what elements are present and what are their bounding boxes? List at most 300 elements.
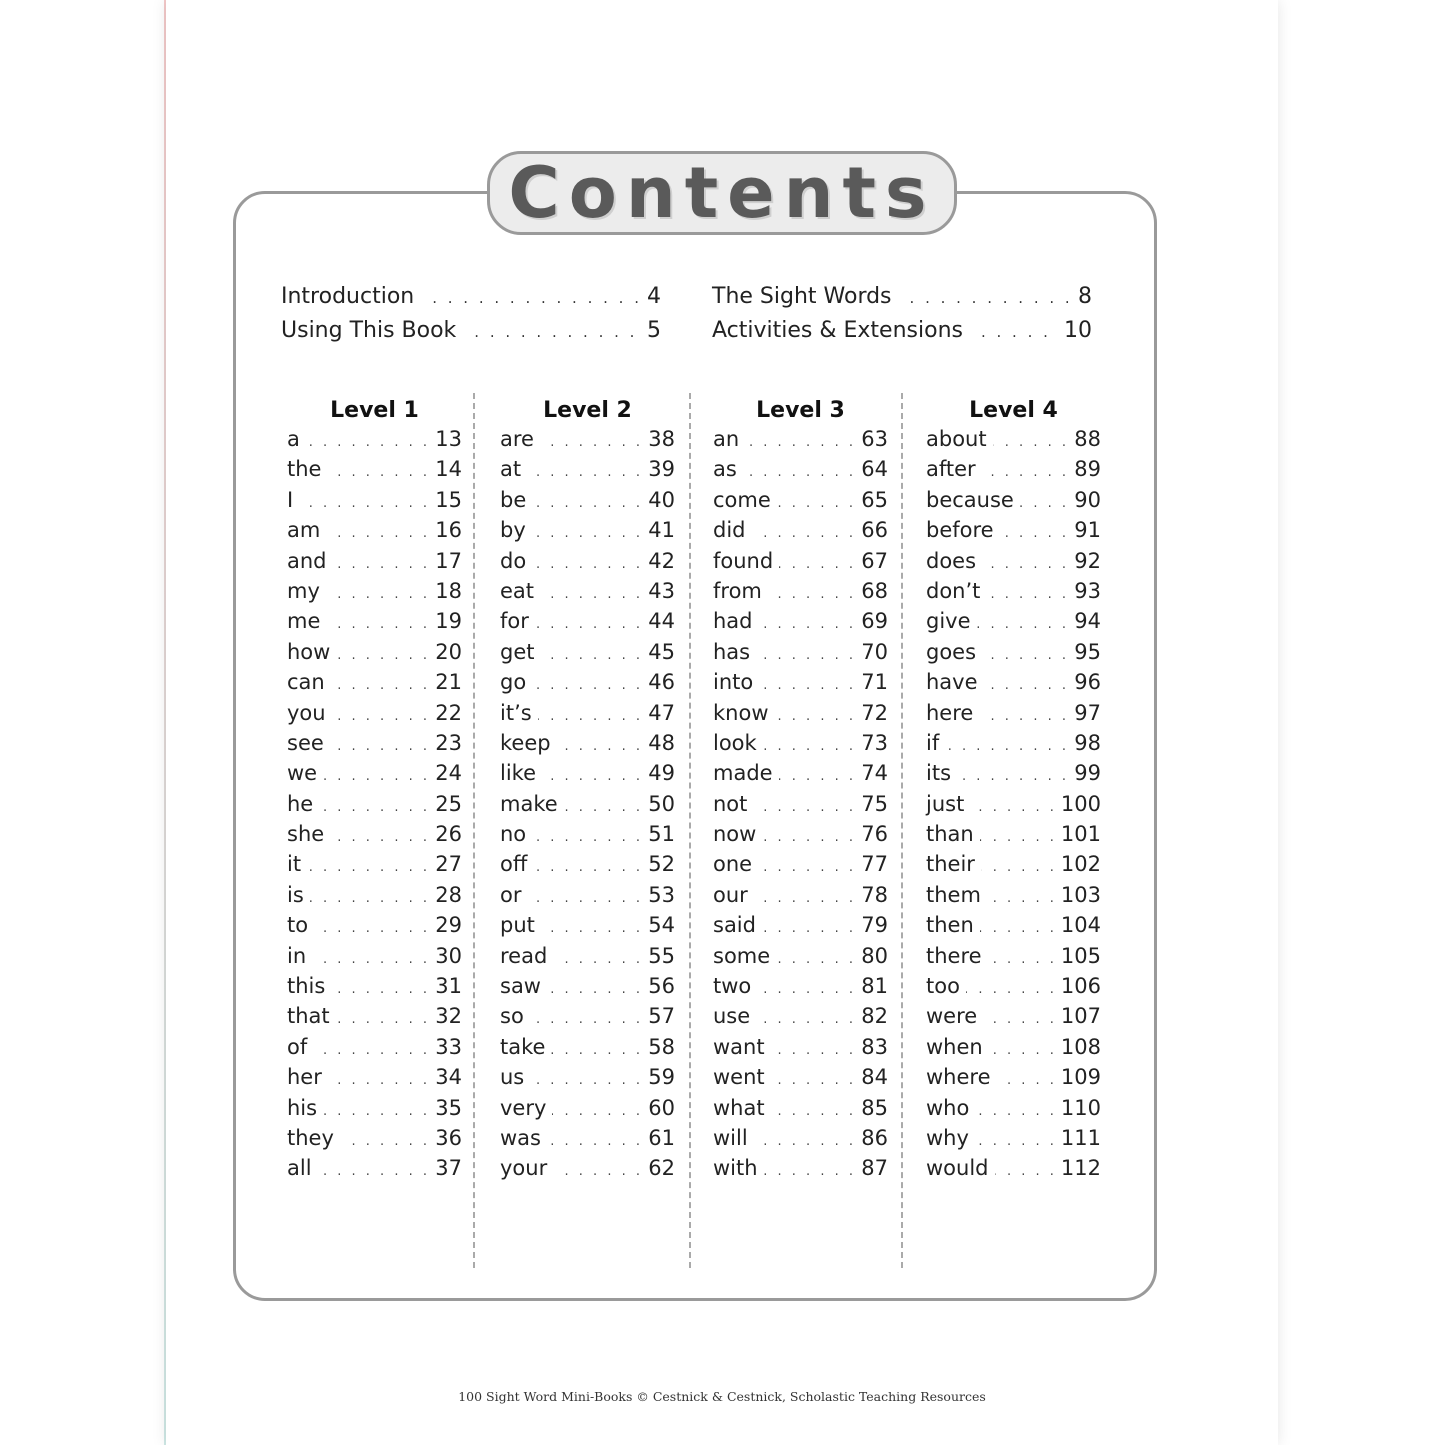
page-number: 54 <box>648 913 675 938</box>
page-number: 37 <box>435 1156 462 1181</box>
dot-leader <box>340 1134 430 1149</box>
toc-word-entry[interactable] <box>500 518 675 548</box>
dot-leader <box>532 526 643 541</box>
toc-word-entry[interactable] <box>713 549 888 579</box>
page-number: 61 <box>648 1125 675 1150</box>
toc-word-entry[interactable] <box>926 761 1101 791</box>
page-number: 82 <box>861 1004 888 1029</box>
toc-word-entry[interactable] <box>926 701 1101 731</box>
dot-leader <box>771 1073 856 1088</box>
dot-leader <box>982 557 1069 572</box>
page-number: 45 <box>648 639 675 664</box>
toc-word-entry[interactable] <box>713 1156 888 1186</box>
toc-word-entry[interactable] <box>287 640 462 670</box>
toc-word-entry[interactable] <box>926 822 1101 852</box>
page-number: 51 <box>648 822 675 847</box>
toc-word-entry[interactable] <box>713 701 888 731</box>
sight-word: too <box>926 974 960 999</box>
dot-leader <box>532 830 643 845</box>
page-number: 105 <box>1060 943 1101 968</box>
toc-word-entry[interactable] <box>500 1096 675 1126</box>
toc-word-entry[interactable] <box>713 488 888 518</box>
page-number: 14 <box>435 457 462 482</box>
dot-leader <box>326 617 430 632</box>
sight-word: about <box>926 427 987 451</box>
sight-word: and <box>287 548 327 573</box>
sight-word: put <box>500 913 535 938</box>
page-number: 94 <box>1074 609 1101 634</box>
sight-word: made <box>713 761 773 786</box>
sight-word: had <box>713 609 753 634</box>
dot-leader <box>532 557 643 572</box>
page-number: 104 <box>1060 913 1101 938</box>
column-divider <box>473 393 475 1268</box>
dot-leader <box>326 587 430 602</box>
sight-word: who <box>926 1095 970 1120</box>
page-number: 81 <box>861 974 888 999</box>
sight-word: our <box>713 882 748 907</box>
page-number: 25 <box>435 791 462 816</box>
toc-word-entry[interactable] <box>287 427 462 457</box>
toc-word-entry[interactable] <box>713 1004 888 1034</box>
dot-leader <box>564 800 643 815</box>
page-number: 76 <box>861 822 888 847</box>
toc-entry-page: 4 <box>647 284 661 309</box>
sight-word: did <box>713 518 746 543</box>
page-number: 59 <box>648 1065 675 1090</box>
dot-leader <box>762 830 856 845</box>
toc-word-entry[interactable] <box>926 792 1101 822</box>
title-banner <box>487 151 957 235</box>
dot-leader <box>336 648 430 663</box>
dot-leader <box>540 648 643 663</box>
toc-word-entry[interactable] <box>926 549 1101 579</box>
dot-leader <box>758 860 856 875</box>
sight-word: a <box>287 427 300 451</box>
sight-word: said <box>713 913 756 938</box>
toc-entry-label: Introduction <box>281 284 415 309</box>
toc-word-entry[interactable] <box>713 518 888 548</box>
sight-word: don’t <box>926 578 981 603</box>
level-2-column <box>500 395 675 1187</box>
toc-word-entry[interactable] <box>500 609 675 639</box>
dot-leader <box>753 800 856 815</box>
page-number: 99 <box>1074 761 1101 786</box>
toc-word-entry[interactable] <box>287 579 462 609</box>
sight-word: read <box>500 943 548 968</box>
dot-leader <box>332 709 430 724</box>
sight-word: can <box>287 670 325 695</box>
sight-word: after <box>926 457 976 482</box>
page-number: 107 <box>1060 1004 1101 1029</box>
page-number: 96 <box>1074 670 1101 695</box>
dot-leader <box>757 982 856 997</box>
page-number: 101 <box>1060 822 1101 847</box>
dot-leader <box>318 1164 430 1179</box>
toc-word-entry[interactable] <box>287 701 462 731</box>
dot-leader <box>756 648 856 663</box>
dot-leader <box>982 648 1069 663</box>
page-number: 109 <box>1060 1065 1101 1090</box>
toc-word-entry[interactable] <box>500 457 675 487</box>
dot-leader <box>310 891 430 906</box>
dot-leader <box>541 921 643 936</box>
sight-word: will <box>713 1125 748 1150</box>
dot-leader <box>527 891 643 906</box>
toc-entry-sight-words[interactable] <box>712 284 1092 318</box>
sight-word: off <box>500 852 528 877</box>
sight-word: goes <box>926 639 977 664</box>
toc-word-entry[interactable] <box>500 944 675 974</box>
sight-word: not <box>713 791 748 816</box>
dot-leader <box>980 830 1057 845</box>
page-number: 91 <box>1074 518 1101 543</box>
toc-word-entry[interactable] <box>287 1126 462 1156</box>
sight-word: of <box>287 1034 308 1059</box>
sight-word: see <box>287 730 324 755</box>
toc-word-entry[interactable] <box>926 883 1101 913</box>
toc-entry-using-this-book[interactable] <box>281 318 661 352</box>
dot-leader <box>327 465 430 480</box>
toc-word-entry[interactable] <box>926 457 1101 487</box>
page-number: 100 <box>1060 791 1101 816</box>
dot-leader <box>530 1073 643 1088</box>
page-number: 49 <box>648 761 675 786</box>
sight-word: eat <box>500 578 535 603</box>
dot-leader <box>763 739 856 754</box>
toc-word-entry[interactable] <box>713 579 888 609</box>
toc-entry-label: Using This Book <box>281 318 457 343</box>
sight-word: as <box>713 457 737 482</box>
toc-word-entry[interactable] <box>287 792 462 822</box>
toc-word-entry[interactable] <box>713 1096 888 1126</box>
sight-word: your <box>500 1156 548 1181</box>
toc-word-entry[interactable] <box>713 883 888 913</box>
sight-word: does <box>926 548 977 573</box>
page-number: 92 <box>1074 548 1101 573</box>
page-number: 89 <box>1074 457 1101 482</box>
toc-word-entry[interactable] <box>926 1096 1101 1126</box>
page-number: 47 <box>648 700 675 725</box>
toc-word-entry[interactable] <box>500 701 675 731</box>
sight-word: take <box>500 1034 546 1059</box>
toc-word-entry[interactable] <box>500 549 675 579</box>
page-footer: 100 Sight Word Mini-Books © Cestnick & Cestnick, Scholastic Teaching Resources <box>458 1389 986 1404</box>
page-number: 98 <box>1074 730 1101 755</box>
dot-leader <box>777 496 856 511</box>
dot-leader <box>771 1043 856 1058</box>
level-heading: Level 2 <box>543 398 632 423</box>
page-number: 29 <box>435 913 462 938</box>
toc-word-entry[interactable] <box>713 609 888 639</box>
dot-leader <box>759 678 856 693</box>
sight-word: from <box>713 578 762 603</box>
page-number: 67 <box>861 548 888 573</box>
page-number: 70 <box>861 639 888 664</box>
toc-word-entry[interactable] <box>500 1004 675 1034</box>
toc-word-entry[interactable] <box>713 731 888 761</box>
toc-word-entry[interactable] <box>500 427 675 457</box>
sight-word: that <box>287 1004 330 1029</box>
toc-word-entry[interactable] <box>713 1065 888 1095</box>
sight-word: do <box>500 548 527 573</box>
page-number: 44 <box>648 609 675 634</box>
sight-word: give <box>926 609 971 634</box>
page-number: 69 <box>861 609 888 634</box>
dot-leader <box>333 557 430 572</box>
sight-word: where <box>926 1065 991 1090</box>
page-number: 55 <box>648 943 675 968</box>
dot-leader <box>756 1012 856 1027</box>
page-number: 73 <box>861 730 888 755</box>
toc-word-entry[interactable] <box>500 913 675 943</box>
toc-word-entry[interactable] <box>287 1096 462 1126</box>
sight-word: how <box>287 639 331 664</box>
dot-leader <box>306 435 430 450</box>
toc-word-entry[interactable] <box>500 670 675 700</box>
page-number: 38 <box>648 427 675 451</box>
toc-word-entry[interactable] <box>500 1156 675 1186</box>
dot-leader <box>299 496 430 511</box>
sight-word: very <box>500 1095 547 1120</box>
toc-word-entry[interactable] <box>713 457 888 487</box>
sight-word: the <box>287 457 322 482</box>
page-number: 26 <box>435 822 462 847</box>
toc-word-entry[interactable] <box>713 1126 888 1156</box>
toc-word-entry[interactable] <box>926 640 1101 670</box>
toc-word-entry[interactable] <box>287 670 462 700</box>
sight-word: her <box>287 1065 322 1090</box>
dot-leader <box>779 557 856 572</box>
toc-word-entry[interactable] <box>500 974 675 1004</box>
level-heading: Level 3 <box>756 398 845 423</box>
dot-leader <box>768 587 856 602</box>
dot-leader <box>547 1134 643 1149</box>
sight-word: I <box>287 487 294 512</box>
toc-word-entry[interactable] <box>926 944 1101 974</box>
sight-word: he <box>287 791 314 816</box>
dot-leader <box>540 587 643 602</box>
toc-word-entry[interactable] <box>713 944 888 974</box>
sight-word: like <box>500 761 537 786</box>
dot-leader <box>533 860 643 875</box>
toc-word-entry[interactable] <box>287 488 462 518</box>
toc-word-entry[interactable] <box>926 488 1101 518</box>
toc-word-entry[interactable] <box>500 731 675 761</box>
dot-leader <box>776 952 856 967</box>
toc-word-entry[interactable] <box>287 1065 462 1095</box>
toc-word-entry[interactable] <box>500 822 675 852</box>
toc-word-entry[interactable] <box>926 1004 1101 1034</box>
sight-word: because <box>926 487 1014 512</box>
page-number: 48 <box>648 730 675 755</box>
toc-word-entry[interactable] <box>926 1035 1101 1065</box>
toc-word-entry[interactable] <box>287 974 462 1004</box>
toc-word-entry[interactable] <box>500 640 675 670</box>
sight-word: my <box>287 578 320 603</box>
dot-leader <box>977 617 1069 632</box>
toc-word-entry[interactable] <box>287 549 462 579</box>
dot-leader <box>779 769 856 784</box>
sight-word: has <box>713 639 751 664</box>
page-number: 68 <box>861 578 888 603</box>
toc-word-entry[interactable] <box>713 761 888 791</box>
page-number: 87 <box>861 1156 888 1181</box>
page-number: 27 <box>435 852 462 877</box>
level-heading: Level 1 <box>330 398 419 423</box>
toc-word-entry[interactable] <box>713 792 888 822</box>
toc-word-entry[interactable] <box>287 944 462 974</box>
dot-leader <box>981 323 1056 341</box>
sight-word: keep <box>500 730 551 755</box>
dot-leader <box>743 465 856 480</box>
toc-word-entry[interactable] <box>287 883 462 913</box>
sight-word: why <box>926 1125 969 1150</box>
dot-leader <box>547 982 643 997</box>
toc-word-entry[interactable] <box>926 913 1101 943</box>
sight-word: for <box>500 609 529 634</box>
page-number: 43 <box>648 578 675 603</box>
sight-word: it’s <box>500 700 532 725</box>
toc-word-entry[interactable] <box>287 913 462 943</box>
toc-word-entry[interactable] <box>500 792 675 822</box>
toc-word-entry[interactable] <box>926 670 1101 700</box>
toc-word-entry[interactable] <box>926 609 1101 639</box>
toc-word-entry[interactable] <box>713 1035 888 1065</box>
page-number: 35 <box>435 1095 462 1120</box>
page-number: 24 <box>435 761 462 786</box>
toc-word-entry[interactable] <box>500 579 675 609</box>
toc-word-entry[interactable] <box>926 518 1101 548</box>
dot-leader <box>538 709 643 724</box>
dot-leader <box>527 465 643 480</box>
toc-entry-introduction[interactable] <box>281 284 661 318</box>
sight-word: than <box>926 822 974 847</box>
page-number: 39 <box>648 457 675 482</box>
dot-leader <box>319 800 430 815</box>
toc-word-entry[interactable] <box>926 852 1101 882</box>
toc-entry-activities[interactable] <box>712 318 1092 352</box>
page-number: 28 <box>435 882 462 907</box>
sight-word: come <box>713 487 771 512</box>
page-number: 62 <box>648 1156 675 1181</box>
page-number: 112 <box>1060 1156 1101 1181</box>
page-number: 46 <box>648 670 675 695</box>
toc-word-entry[interactable] <box>287 822 462 852</box>
dot-leader <box>532 496 643 511</box>
page-number: 52 <box>648 852 675 877</box>
toc-word-entry[interactable] <box>713 852 888 882</box>
toc-word-entry[interactable] <box>500 488 675 518</box>
sight-word: what <box>713 1095 765 1120</box>
toc-entry-page: 10 <box>1064 318 1092 343</box>
sight-word: is <box>287 882 304 907</box>
page-number: 58 <box>648 1034 675 1059</box>
toc-word-entry[interactable] <box>926 1156 1101 1186</box>
toc-word-entry[interactable] <box>287 731 462 761</box>
toc-word-entry[interactable] <box>713 427 888 457</box>
toc-word-entry[interactable] <box>500 1126 675 1156</box>
sight-word: would <box>926 1156 989 1181</box>
sight-word: want <box>713 1034 765 1059</box>
page-title: Contents <box>508 152 936 234</box>
sight-word: have <box>926 670 978 695</box>
sight-word: them <box>926 882 981 907</box>
dot-leader <box>910 289 1070 307</box>
page-number: 13 <box>435 427 462 451</box>
toc-word-entry[interactable] <box>926 974 1101 1004</box>
sight-word: be <box>500 487 527 512</box>
toc-word-entry[interactable] <box>500 1035 675 1065</box>
level-heading: Level 4 <box>969 398 1058 423</box>
toc-word-entry[interactable] <box>500 883 675 913</box>
dot-leader <box>945 739 1069 754</box>
sight-word: it <box>287 852 302 877</box>
word-list <box>287 427 462 1187</box>
page-number: 63 <box>861 427 888 451</box>
page-number: 95 <box>1074 639 1101 664</box>
toc-word-entry[interactable] <box>500 761 675 791</box>
sight-word: two <box>713 974 752 999</box>
toc-word-entry[interactable] <box>926 579 1101 609</box>
toc-word-entry[interactable] <box>713 640 888 670</box>
dot-leader <box>759 617 856 632</box>
dot-leader <box>754 1134 856 1149</box>
page-number: 23 <box>435 730 462 755</box>
page-number: 66 <box>861 518 888 543</box>
page-number: 78 <box>861 882 888 907</box>
toc-word-entry[interactable] <box>713 822 888 852</box>
toc-word-entry[interactable] <box>713 974 888 1004</box>
page-number: 60 <box>648 1095 675 1120</box>
toc-word-entry[interactable] <box>713 913 888 943</box>
page-number: 18 <box>435 578 462 603</box>
toc-entry-label: The Sight Words <box>712 284 892 309</box>
sight-word: you <box>287 700 326 725</box>
toc-word-entry[interactable] <box>926 1126 1101 1156</box>
toc-entry-label: Activities & Extensions <box>712 318 963 343</box>
toc-word-entry[interactable] <box>287 852 462 882</box>
dot-leader <box>979 709 1069 724</box>
toc-word-entry[interactable] <box>926 427 1101 457</box>
page-number: 36 <box>435 1125 462 1150</box>
toc-word-entry[interactable] <box>500 1065 675 1095</box>
dot-leader <box>313 1043 430 1058</box>
toc-word-entry[interactable] <box>500 852 675 882</box>
toc-word-entry[interactable] <box>287 1156 462 1186</box>
sight-word: look <box>713 730 757 755</box>
toc-word-entry[interactable] <box>926 1065 1101 1095</box>
toc-word-entry[interactable] <box>713 670 888 700</box>
page-number: 50 <box>648 791 675 816</box>
dot-leader <box>966 982 1057 997</box>
toc-word-entry[interactable] <box>287 609 462 639</box>
page-number: 108 <box>1060 1034 1101 1059</box>
page-number: 42 <box>648 548 675 573</box>
toc-word-entry[interactable] <box>926 731 1101 761</box>
dot-leader <box>975 1134 1057 1149</box>
sight-word: before <box>926 518 994 543</box>
page-number: 86 <box>861 1125 888 1150</box>
toc-word-entry[interactable] <box>287 1004 462 1034</box>
toc-word-entry[interactable] <box>287 518 462 548</box>
page-number: 40 <box>648 487 675 512</box>
toc-word-entry[interactable] <box>287 761 462 791</box>
toc-word-entry[interactable] <box>287 1035 462 1065</box>
page-number: 110 <box>1060 1095 1101 1120</box>
toc-word-entry[interactable] <box>287 457 462 487</box>
page-number: 53 <box>648 882 675 907</box>
